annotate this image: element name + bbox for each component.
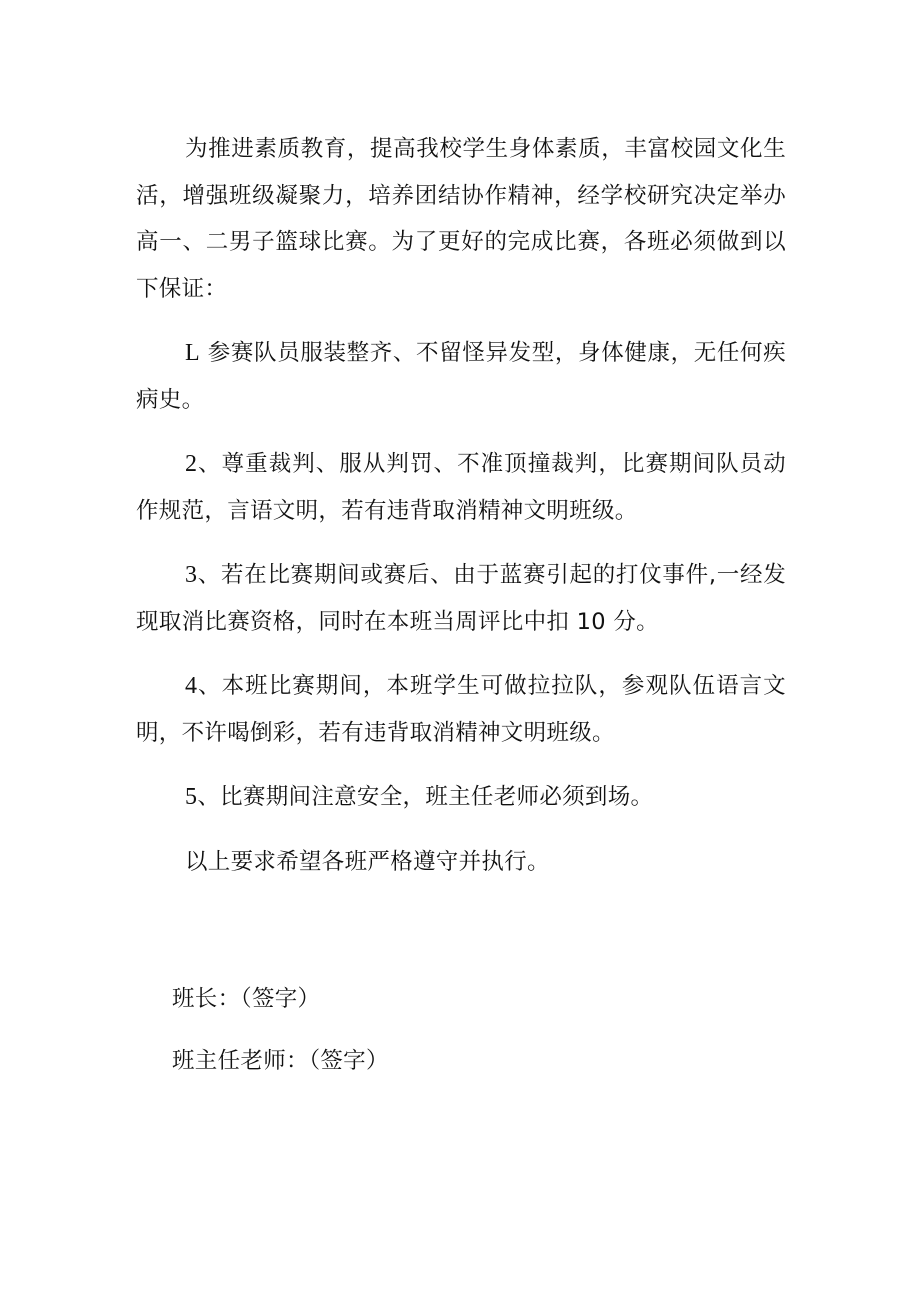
rule-text-4: 、本班比赛期间，本班学生可做拉拉队，参观队伍语言文明，不许喝倒彩，若有违背取消精神文明班级。 (136, 673, 786, 746)
signature-block (172, 976, 772, 1099)
teacher-signature-line (172, 1038, 772, 1085)
rule-text-2: 、尊重裁判、服从判罚、不准顶撞裁判，比赛期间队员动作规范，言语文明，若有违背取消精神文明班级。 (136, 451, 786, 524)
rule-item-4 (136, 663, 786, 756)
intro-paragraph: 为推进素质教育，提高我校学生身体素质，丰富校园文化生活，增强班级凝聚力，培养团结协作精神，经学校研究决定举办高一、二男子篮球比赛。为了更好的完成比赛，各班必须做到以下保证： (136, 136, 786, 302)
monitor-signature-field: （签字） (240, 986, 321, 1012)
document-body (136, 126, 786, 885)
rule-marker-2: 2 (185, 451, 198, 477)
rule-marker-1: L (185, 340, 200, 366)
monitor-label: 班长： (172, 986, 241, 1012)
rule-text-3: 、若在比赛期间或赛后、由于蓝赛引起的打伩事件,一经发现取消比赛资格，同时在本班当周评比中扣 10 分。 (136, 562, 786, 635)
rule-item-1 (136, 330, 786, 423)
rule-marker-3: 3 (185, 562, 198, 588)
closing-paragraph: 以上要求希望各班严格遵守并执行。 (185, 848, 550, 875)
rule-text-1: 参赛队员服装整齐、不留怪异发型，身体健康，无任何疾病史。 (136, 340, 786, 413)
teacher-label: 班主任老师： (172, 1047, 309, 1074)
rule-item-3 (136, 552, 786, 645)
monitor-signature-line (172, 976, 772, 1023)
rule-text-5: 、比赛期间注意安全，班主任老师必须到场。 (197, 784, 654, 810)
rule-item-5 (136, 774, 786, 821)
rule-marker-4: 4 (185, 673, 198, 699)
teacher-signature-field: （签字） (308, 1047, 389, 1074)
rule-item-2 (136, 441, 786, 534)
rule-marker-5: 5 (185, 784, 198, 810)
